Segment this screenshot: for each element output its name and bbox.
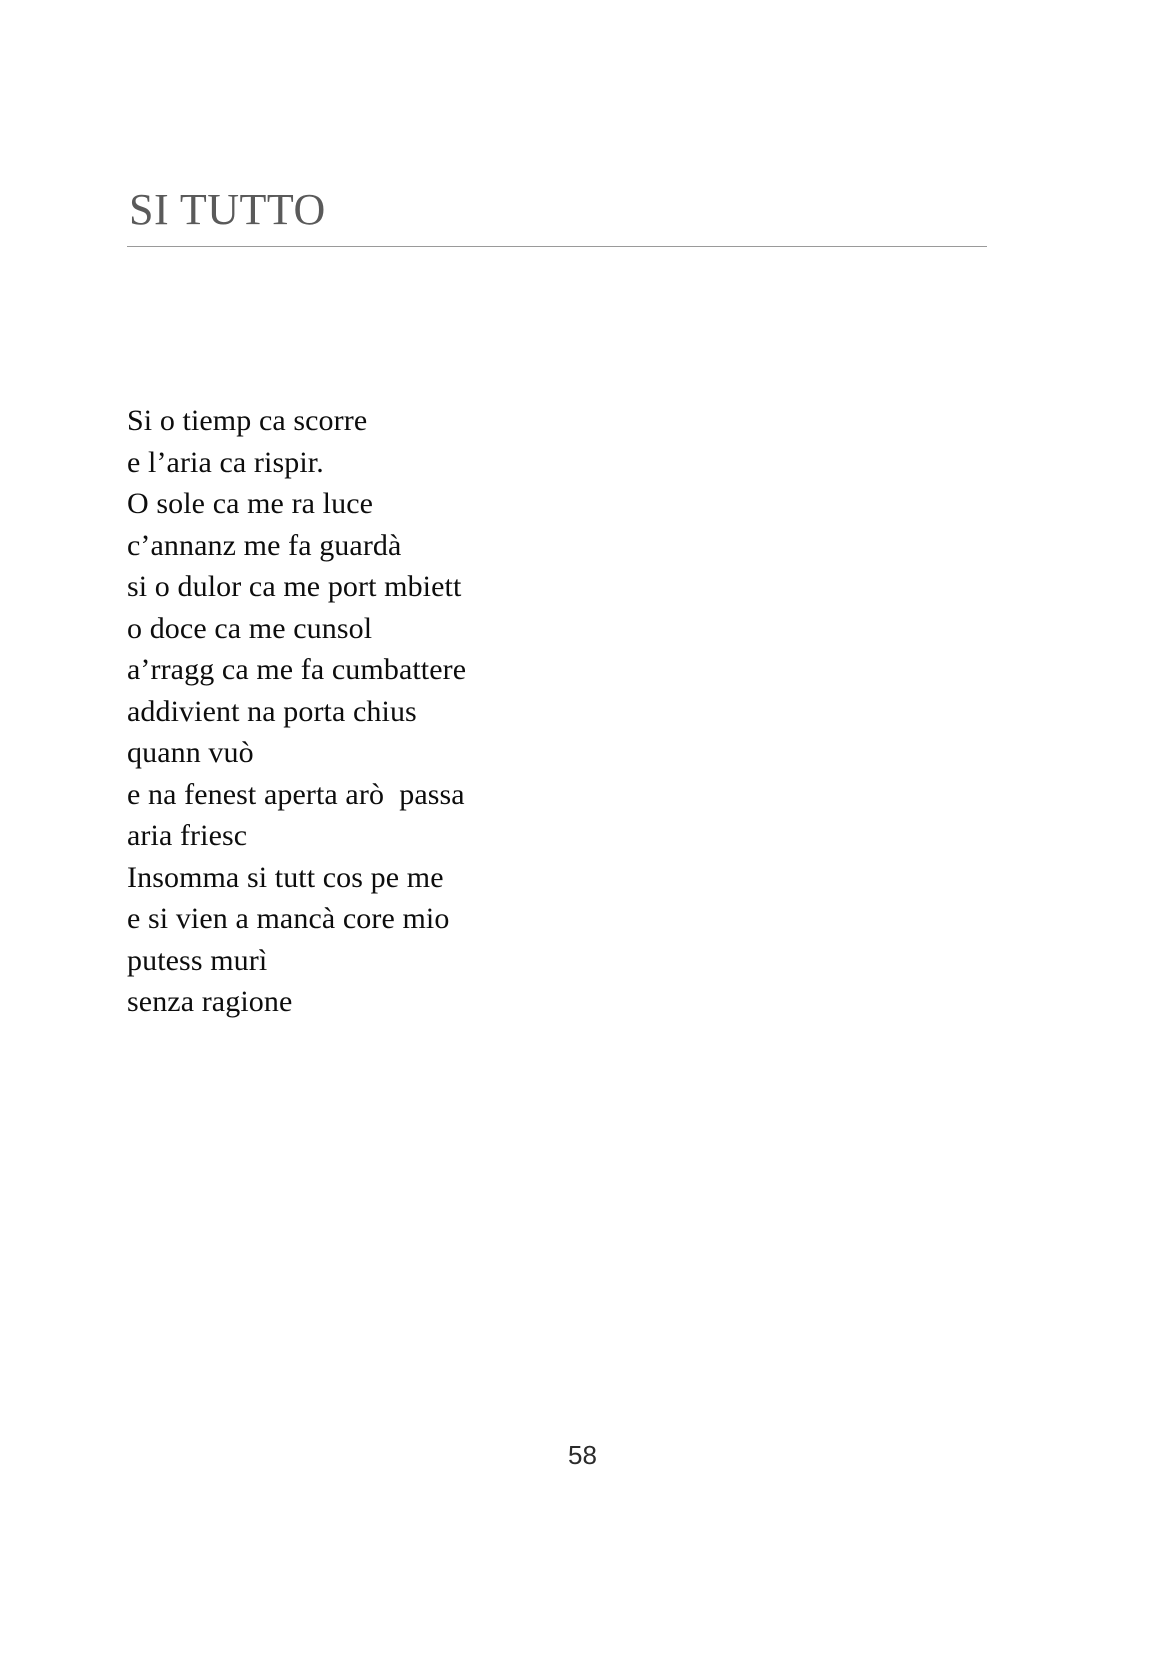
poem-line: O sole ca me ra luce — [127, 487, 374, 520]
page-title: SI TUTTO — [129, 185, 326, 234]
poem-line: c’annanz me fa guardà — [127, 528, 402, 562]
poem-line: senza ragione — [127, 985, 293, 1018]
poem-line: putess murì — [127, 943, 268, 977]
poem-line: Insomma si tutt cos pe me — [127, 860, 444, 894]
poem-line: o doce ca me cunsol — [127, 611, 373, 645]
poem-line: quann vuò — [127, 736, 254, 769]
poem-line: aria friesc — [127, 819, 248, 852]
poem-line: si o dulor ca me port mbiett — [127, 570, 462, 603]
poem-line: e si vien a mancà core mio — [127, 902, 450, 935]
poem-line: e l’aria ca rispir. — [127, 445, 324, 479]
poem-body — [127, 400, 887, 1023]
page-number: 58 — [568, 1440, 597, 1470]
poem-line: Si o tiemp ca scorre — [127, 404, 368, 437]
poem-line: addivient na porta chius — [127, 694, 417, 728]
poem-line: a’rragg ca me fa cumbattere — [127, 653, 467, 686]
title-divider — [127, 246, 987, 247]
poem-line: e na fenest aperta arò passa — [127, 777, 465, 811]
title-block — [127, 185, 987, 247]
